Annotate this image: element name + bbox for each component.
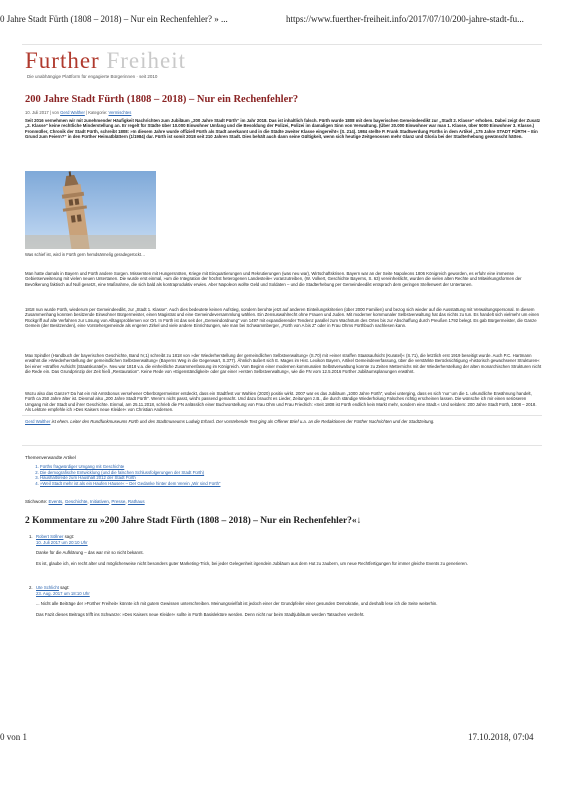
- author-signature: [25, 419, 543, 424]
- tower-illustration: [25, 171, 156, 249]
- comment-number: 1.: [29, 534, 33, 539]
- logo-tagline: Die unabhängige Plattform für engagierte Bürgerinnen · seit 2010: [27, 74, 158, 79]
- comment-text: Danke für die Aufklärung – das war mir so nicht bekannt.: [36, 550, 144, 556]
- comment: [25, 534, 543, 566]
- comment-text: ... Nicht alle Beiträge der »Fürther Freiheit« könnte ich mit gutem Gewissen unterschreiben. Meinungsvielfalt ist jedoch einer der Grundpfeiler einer gesunden Demokratie, und deshalb lese ich die Seite weiterhin.: [36, 601, 438, 607]
- author-link[interactable]: Gerd Walther: [60, 110, 85, 115]
- meta-category-label: | Kategorie:: [86, 110, 108, 115]
- comment-author-link[interactable]: Robert Söllner: [36, 534, 64, 539]
- related-heading: Themenverwandte Artikel: [25, 455, 76, 460]
- photo-caption: Was schief ist, wird in Fürth gern hemdsärmelig geradegerückt…: [25, 252, 146, 257]
- comment-says: sagt:: [63, 534, 74, 539]
- article-paragraph-4: Wozu also das Ganze? Da hat ein mit Amtsbonus versehener Oberbürgermeister entdeckt, dass ein Stadtfest vor Wahlen (2020) positiv wirkt. 2007 war es das Jubiläum „1000 Jahre Fürth“, wobei unterging, dass es sich ‘nur’ um die 1. urkundliche Erwähnung handelt, Fürth ca 250 Jahre älter ist. Diesmal also „200 Jahre Stadt Fürth“. Wenn’s nicht passt, wird’s passend gemacht. Und dazu braucht es Lieder, Zeitungen z.B., die durch ständige Wiederholung Falsches richtig erscheinen lassen. Die wünsche ich mir einen seriöseren Umgang mit der Stadt und ihrer Geschichte. Einmal, am 25.11.2018, schrieb die FN anlässlich einer Buchvorstellung von Frau Ohm und Frau Friedrich: »Seit 1808 ist Fürth endlich kein Markt mehr, sondern eine Stadt.« Und seitdem: 200 Jahre Stadt Fürth, 1808 – 2018. Als Lektüre empfehle ich »Des Kaisers neue Kleider« von Christian Andersen.: [25, 391, 537, 413]
- signature-divider: [22, 415, 542, 416]
- signature-author-link[interactable]: Gerd Walther: [25, 419, 51, 424]
- article-paragraph-2: 1818 nun wurde Fürth, wiederum per Gemeindeedikt, zur „Stadt 1. Klasse“. Auch dies bedeutete keinen Aufstieg, sondern beruhte jetzt auf anderen Einteilungskriterien (über 2000 Familien) und bezog sich wieder auf die Ausstattung mit Verwaltungspersonal. In diesem Zusammenhang konnten besitzende Einwohner Bürgermeister, einen Magistrat und eine Gemeindeversammlung wählen. Ein Zensuswahlrecht ohne Frauen und Juden. Mit moderner kommunaler Selbstverwaltung hat das nichts zu tun. Es handelt sich vielmehr um einen Rückgriff auf alte Verfahren zur Lösung von Alltagsproblemen vor Ort. In Fürth ist das seit der „Gemeindordnung“ von 1497 mit expandierender Tendenz parallel zum Wachstum des Ortes bis zur Abschaffung durch Preußen 1792 belegt. Es gab Bürgermeister, die Ganze Gemein (der Besitzenden), eine Vorstehergemeinde als engeren Zirkel und viele andere Einrichtungen, wie man bei Schwammberger, „Fürth von A bis Z“ oder in Frau Ohms Fürthbuch nachlesen kann.: [25, 307, 539, 329]
- comment-text: Es ist, glaube ich, ein recht alter und möglicherweise nicht besonders guter Marketing-Trick, bei jeder Gelegenheit irgendein Jubiläum aus dem Hut zu zaubern, um neue Rechtfertigungen für immer gleiche Events zu generieren.: [36, 560, 468, 566]
- print-page-number: 0 von 1: [0, 732, 27, 742]
- comment: [25, 585, 543, 617]
- tags-label: Stichworte:: [25, 499, 48, 504]
- tag-link[interactable]: Events: [48, 499, 63, 504]
- article-photo: [25, 171, 156, 249]
- tag-link[interactable]: Presse: [111, 499, 126, 504]
- tag-link[interactable]: Geschichte: [64, 499, 88, 504]
- logo-word-further: Further: [25, 48, 100, 73]
- related-item-link[interactable]: Fürths fragwürdiger Umgang mit Geschichte: [40, 464, 125, 469]
- comment-says: sagt:: [58, 585, 70, 590]
- article-title: 200 Jahre Stadt Fürth (1808 – 2018) – Nur ein Rechenfehler?: [25, 94, 299, 105]
- tag-link[interactable]: Rathaus: [127, 499, 145, 504]
- article-paragraph-1: Man hatte damals in Bayern und Fürth andere Sorgen. Missernten mit Hungersnöten, Kriege mit Einquartierungen und Rekrutierungen (was neu war), Wirtschaftskrisen. Bayern war an der Seite Napoleons 1806 Königreich geworden, es erfuhr eine immense Gebietserweiterung mit vielen neuen Untertanen. Die wurde erst einmal, »um die Integration der höchst heterogenen Landesteile« voranzutreiben, (W. Volkert, Geschichte Bayerns, S. 63) vereinheitlicht, wurden die vielen alten Rechte und Mitwirkungsformen der Bevölkerung faktisch auf Null gesetzt, eine Maßnahme, die sich bald als kontraproduktiv erwies. Aber Napoleon wollte Geld und Soldaten – und die Stadterhebung per Gemeindeedikt entsprach dem geringen Stellenwert der Untertanen.: [25, 271, 522, 287]
- comment-number: 2.: [29, 585, 33, 590]
- tag-link[interactable]: Initiativen: [89, 499, 109, 504]
- tag-list: Stichworte: Events, Geschichte, Initiativen, Presse, Rathaus: [25, 499, 145, 504]
- article-meta: [25, 110, 131, 115]
- print-timestamp: 17.10.2018, 07:04: [468, 732, 534, 742]
- related-list: [33, 464, 220, 486]
- print-url: https://www.fuerther-freiheit.info/2017/07/10/200-jahre-stadt-fu...: [286, 14, 524, 24]
- comment-date-link[interactable]: 23. Aug. 2017 um 18:10 Uhr: [36, 590, 90, 596]
- logo-word-freiheit: Freiheit: [106, 48, 187, 73]
- category-link[interactable]: Vermischtes: [108, 110, 132, 115]
- related-item-link[interactable]: »Weil Stadt mehr ist als ein Haufen Häuser« – Der Gedanke hinter dem Verein „Wir sind Fürth“: [40, 480, 221, 486]
- comment-date-link[interactable]: 10. Juli 2017 um 20:10 Uhr: [36, 539, 88, 545]
- signature-text: ist ehem. Leiter des Rundfunkmuseums Fürth und des Stadtmuseums Ludwig Erhard. Der vorstehende Text ging als Offener Brief u.a. an die Redaktionen der Fürther Nachrichten und der StadtZeitung.: [50, 419, 435, 424]
- site-logo[interactable]: [25, 50, 186, 79]
- article-lead: Seit 2016 vernehmen wir mit zunehmender Häufigkeit Nachrichten zum Jubiläum „200 Jahre Stadt Fürth“ im Jahr 2018. Das ist inhaltlich falsch. Fürth wurde 1808 mit dem bayerischen Gemeindeedikt zur „Stadt 2. Klasse“ erhoben. Dabei zeigt der Zusatz „2. Klasse“ keine rechtliche Minderstellung an. Er regelt für Städte über 10.000 Einwohner Umfang und die Besoldung der Polizei, Polizei im damaligen Sinn von Verwaltung. (Über 20.000 Einwohner war man 1. Klasse, über 5000 Einwohner 3. Klasse.) Fronmüller, Chronik der Stadt Fürth, schreibt 1808: »In diesem Jahre wurde offiziell Fürth als Stadt anerkannt und in die Städte zweiter Klasse eingereiht« (S. 214). 1984 stellte P. Frank Stadtwerdung Fürths in dem Artikel „175 Jahre STADT FÜRTH – Ein Grund zum Feiern?“ in den Fürther Heimatblättern (1/1984) dar. Fürth ist somit 2018 seit 210 Jahren Stadt. Dies behält auch dann seine Gültigkeit, wenn sich heutige Zeitgenossen mehr Glanz und Gloria bei der Stadterhebung gewünscht hätten.: [25, 118, 541, 140]
- meta-date: 10. Juli 2017 | von: [25, 110, 59, 115]
- comment-author-link[interactable]: Ute Schlicht: [36, 585, 59, 590]
- comment-text: Das Fazit dieses Beitrags trifft ins Schwarze: »Des Kaisers neue Kleider« sollte in Fürth Basislektüre werden. Denn nicht nur beim Stadtjubiläum werden Tatsachen verdreht.: [36, 611, 365, 617]
- print-page-title: 0 Jahre Stadt Fürth (1808 – 2018) – Nur ein Rechenfehler? » ...: [0, 14, 228, 24]
- related-item-link[interactable]: Haushaltsrede zum Haushalt 2012 der Stadt Fürth: [40, 475, 136, 481]
- related-item-link[interactable]: Die demografische Entwicklung (und die falschen Schlussfolgerungen der Stadt Fürth): [40, 469, 205, 475]
- comments-heading: 2 Kommentare zu »200 Jahre Stadt Fürth (1808 – 2018) – Nur ein Rechenfehler?«↓: [25, 516, 362, 526]
- related-divider: [22, 445, 542, 446]
- article-paragraph-3: Max Spindler (Handbuch der bayerischen Geschichte, Band IV,1) schreibt zu 1818 von »der Wiederherstellung der gemeindlichen Selbstverwaltung« (S.70) mit »einer straffen Staatsaufsicht (Kuratel)« (S.71), die letztlich erst 1919 beseitigt wurde. Auch P.C. Hartmann erwähnt die »Wiederherstellung der gemeindlichen Selbstverwaltung« (Bayerns Weg in die Gegenwart, S.377). Ähnlich äußert sich E. Mages im Hist. Lexikon Bayern, Artikel Gemeindeverfassung, über die verstärkte Berücksichtigung »historisch gewachsener Strukturen« bei einer »straffen Aufsicht (Staatskuratel)«. Neu war 1818 v.a. die einheitliche Zusammenfassung im Königreich. Vom Beginn einer modernen kommunalen Selbstverwaltung konnte zu Zeiten Metternichs mit der Wiederherstellung der alten monarchischen Strukturen nicht die Rede ein. Das Grundprinzip der Zeit hieß „Restauration“. Keine Rede von »Eigenständigkeit« oder gar einer »ersten Selbstverwaltung«, wie die FN vom 12.5.2016 Fürther Jubiläumsplanungen erwähnt.: [25, 353, 542, 375]
- header-divider: [22, 44, 542, 45]
- related-item[interactable]: [40, 481, 220, 487]
